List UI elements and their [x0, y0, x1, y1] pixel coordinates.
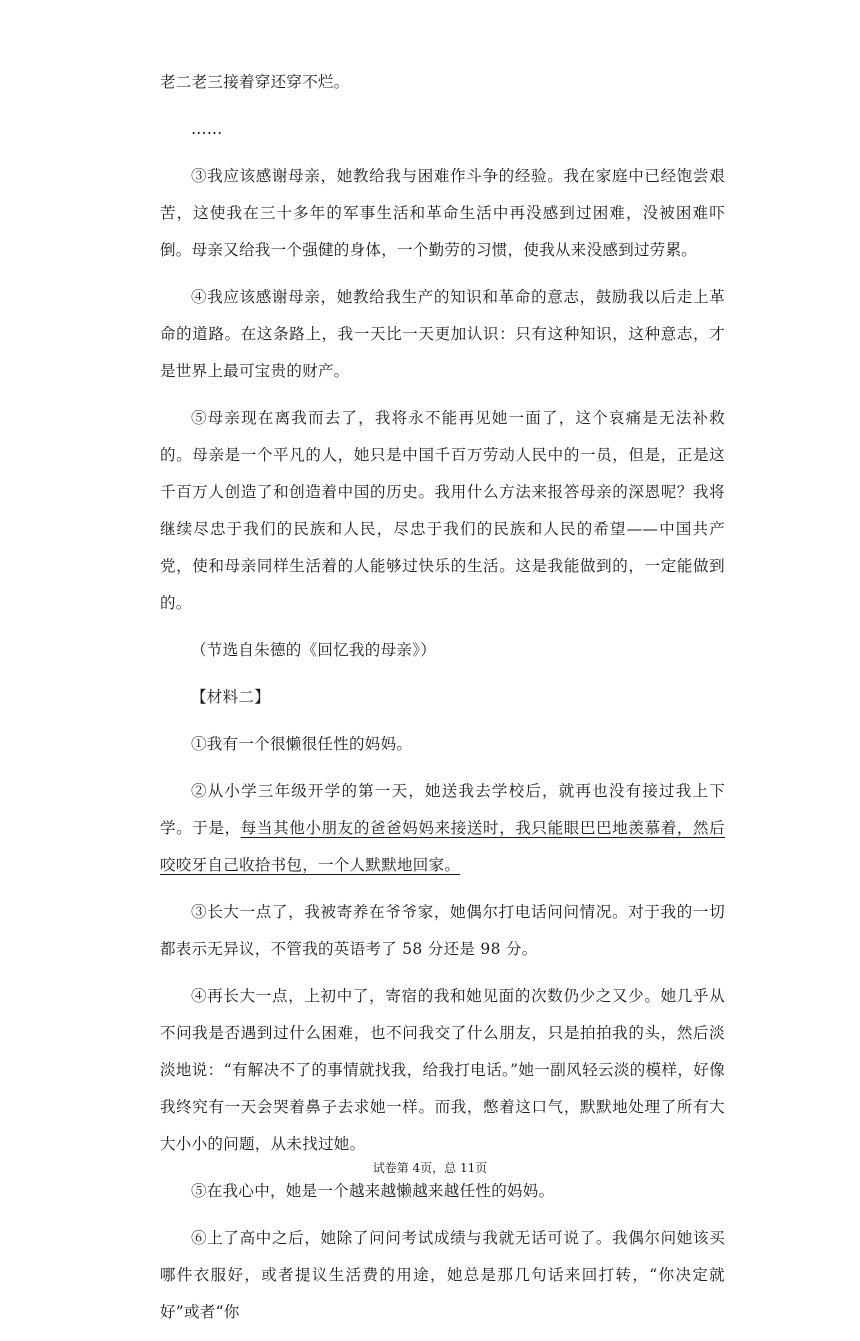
paragraph-3: ③我应该感谢母亲，她教给我与困难作斗争的经验。我在家庭中已经饱尝艰苦，这使我在三十多年的军事生活和革命生活中再没感到过困难，没被困难吓倒。母亲又给我一个强健的身体，一个勤劳的习惯，使我从来没感到过劳累。	[160, 167, 725, 259]
ellipsis-line: ……	[191, 120, 223, 138]
m2-paragraph-6: ⑥上了高中之后，她除了问问考试成绩与我就无话可说了。我偶尔问她该买哪件衣服好，或者提议生活费的用途，她总是那几句话来回打转，“你决定就好”或者“你	[160, 1229, 725, 1321]
paragraph-5: ⑤母亲现在离我而去了，我将永不能再见她一面了，这个哀痛是无法补救的。母亲是一个平凡的人，她只是中国千百万劳动人民中的一员，但是，正是这千百万人创造了和创造着中国的历史。我用什么方法来报答母亲的深恩呢？我将继续尽忠于我们的民族和人民，尽忠于我们的民族和人民的希望——中国共产党，使和母亲同样生活着的人能够过快乐的生活。这是我能做到的，一定能做到的。	[160, 409, 725, 612]
source-citation: （节选自朱德的《回忆我的母亲》）	[191, 641, 437, 659]
m2-paragraph-3: ③长大一点了，我被寄养在爷爷家，她偶尔打电话问问情况。对于我的一切都表示无异议，不管我的英语考了 58 分还是 98 分。	[160, 903, 725, 958]
m2-paragraph-1: ①我有一个很懒很任性的妈妈。	[191, 735, 413, 753]
m2-paragraph-4: ④再长大一点，上初中了，寄宿的我和她见面的次数仍少之又少。她几乎从不问我是否遇到过什么困难，也不问我交了什么朋友，只是拍拍我的头，然后淡淡地说：“有解决不了的事情就找我，给我打电话。”她一副风轻云淡的模样，好像我终究有一天会哭着鼻子去求她一样。而我，憋着这口气，默默地处理了所有大大小小的问题，从未找过她。	[160, 987, 725, 1153]
paragraph-4: ④我应该感谢母亲，她教给我生产的知识和革命的意志，鼓励我以后走上革命的道路。在这条路上，我一天比一天更加认识：只有这种知识，这种意志，才是世界上最可宝贵的财产。	[160, 288, 725, 380]
material-two-heading: 【材料二】	[191, 688, 271, 706]
paragraph-continuation: 老二老三接着穿还穿不烂。	[160, 73, 350, 91]
underlined-sentence: 每当其他小朋友的爸爸妈妈来接送时，我只能眼巴巴地羡慕着，然后咬咬牙自己收拾书包，一个人默默地回家。	[160, 819, 725, 874]
m2-paragraph-5: ⑤在我心中，她是一个越来越懒越来越任性的妈妈。	[191, 1182, 555, 1200]
m2-paragraph-2	[160, 773, 725, 884]
m2-paragraph-2-text: ②从小学三年级开学的第一天，她送我去学校后，就再也没有接过我上下学。于是，	[160, 782, 725, 837]
page-footer: 试卷第 4页，总 11页	[372, 1161, 488, 1175]
document-body	[160, 64, 725, 1341]
